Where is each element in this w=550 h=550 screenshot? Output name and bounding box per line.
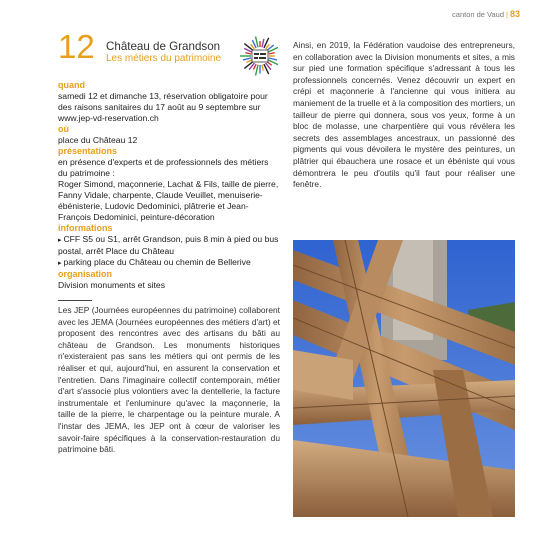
right-body-text: Ainsi, en 2019, la Fédération vaudoise des entrepreneurs, en collaboration avec la Division monuments et sites, a mis sur pied une formation spécifique s'adressant à tous les professionnels concernés. Venez découvrir un expert en crépi et maçonnerie à l'ancienne qui vous initiera au maniement de la truelle et à la composition des mortiers, un tailleur de pierre qui donnera, sous vos yeux, forme à un bloc de molasse, une charpentière qui vous révélera les secrets des assemblages ancestraux, un passionné des pigments qui vous dévoilera le mystère des peintures, un plâtrier qui ébauchera une rosace et un ébéniste qui vous démontrera le peu d'outils qu'il faut pour réaliser une fenêtre. — [293, 40, 515, 190]
section-divider — [58, 300, 92, 301]
event-number: 12 — [58, 28, 95, 65]
label-organisation: organisation — [58, 269, 113, 279]
label-presentations: présentations — [58, 146, 118, 156]
info-bullet-parking: ▸ parking place du Château ou chemin de Bellerive — [58, 257, 280, 269]
event-title: Château de Grandson — [106, 40, 221, 53]
jema-logo-icon — [240, 36, 280, 76]
presentations-experts: Roger Simond, maçonnerie, Lachat & Fils, taille de pierre, Fanny Vidale, charpente, Claude Veuillet, menuiserie-ébénisterie, Ludovic Dedominici, plâtrerie et Jean-François Dedominici, peinture-décoration — [58, 179, 279, 222]
timber-framework-photo — [293, 240, 515, 517]
info-bullet-transport: ▸ CFF S5 ou S1, arrêt Grandson, puis 8 min à pied ou bus postal, arrêt Place du Château — [58, 234, 280, 257]
label-informations: informations — [58, 223, 113, 233]
left-column — [58, 28, 280, 456]
label-ou: où — [58, 124, 69, 134]
event-title-block — [58, 28, 280, 80]
left-body-text: Les JEP (Journées européennes du patrimoine) collaborent avec les JEMA (Journées européennes des métiers d'art) et proposent des rencontres avec des artisans du bâti au château de Grandson. Les monuments historiques n'existeraient pas sans les métiers qui ont permis de les réaliser et qui, aujourd'hui, en assurent la conservation et l'entretien. Dans l'imaginaire collectif contemporain, métier d'art s'associe plus volontiers avec la dentellerie, la facture instrumentale et l'enluminure qu'avec la maçonnerie, la taille de la pierre, le charpentage ou la peinture murale. A l'instar des JEMA, les JEP ont à cœur de valoriser les savoir-faire spécifiques à la conservation-restauration du patrimoine bâti. — [58, 305, 280, 455]
right-column — [293, 40, 515, 191]
organisation-text: Division monuments et sites — [58, 280, 165, 290]
page-header: canton de Vaud | 83 — [452, 9, 520, 19]
quand-text: samedi 12 et dimanche 13, réservation obligatoire pour des raisons sanitaires du 17 août au 9 septembre sur www.jep-vd-reservation.ch — [58, 91, 268, 123]
event-subtitle: Les métiers du patrimoine — [106, 53, 222, 65]
page-number: 83 — [509, 9, 520, 19]
ou-text: place du Château 12 — [58, 135, 138, 145]
publication-name: canton de Vaud — [452, 10, 505, 19]
presentations-intro: en présence d'experts et de professionnels des métiers du patrimoine : — [58, 157, 269, 178]
label-quand: quand — [58, 80, 85, 90]
